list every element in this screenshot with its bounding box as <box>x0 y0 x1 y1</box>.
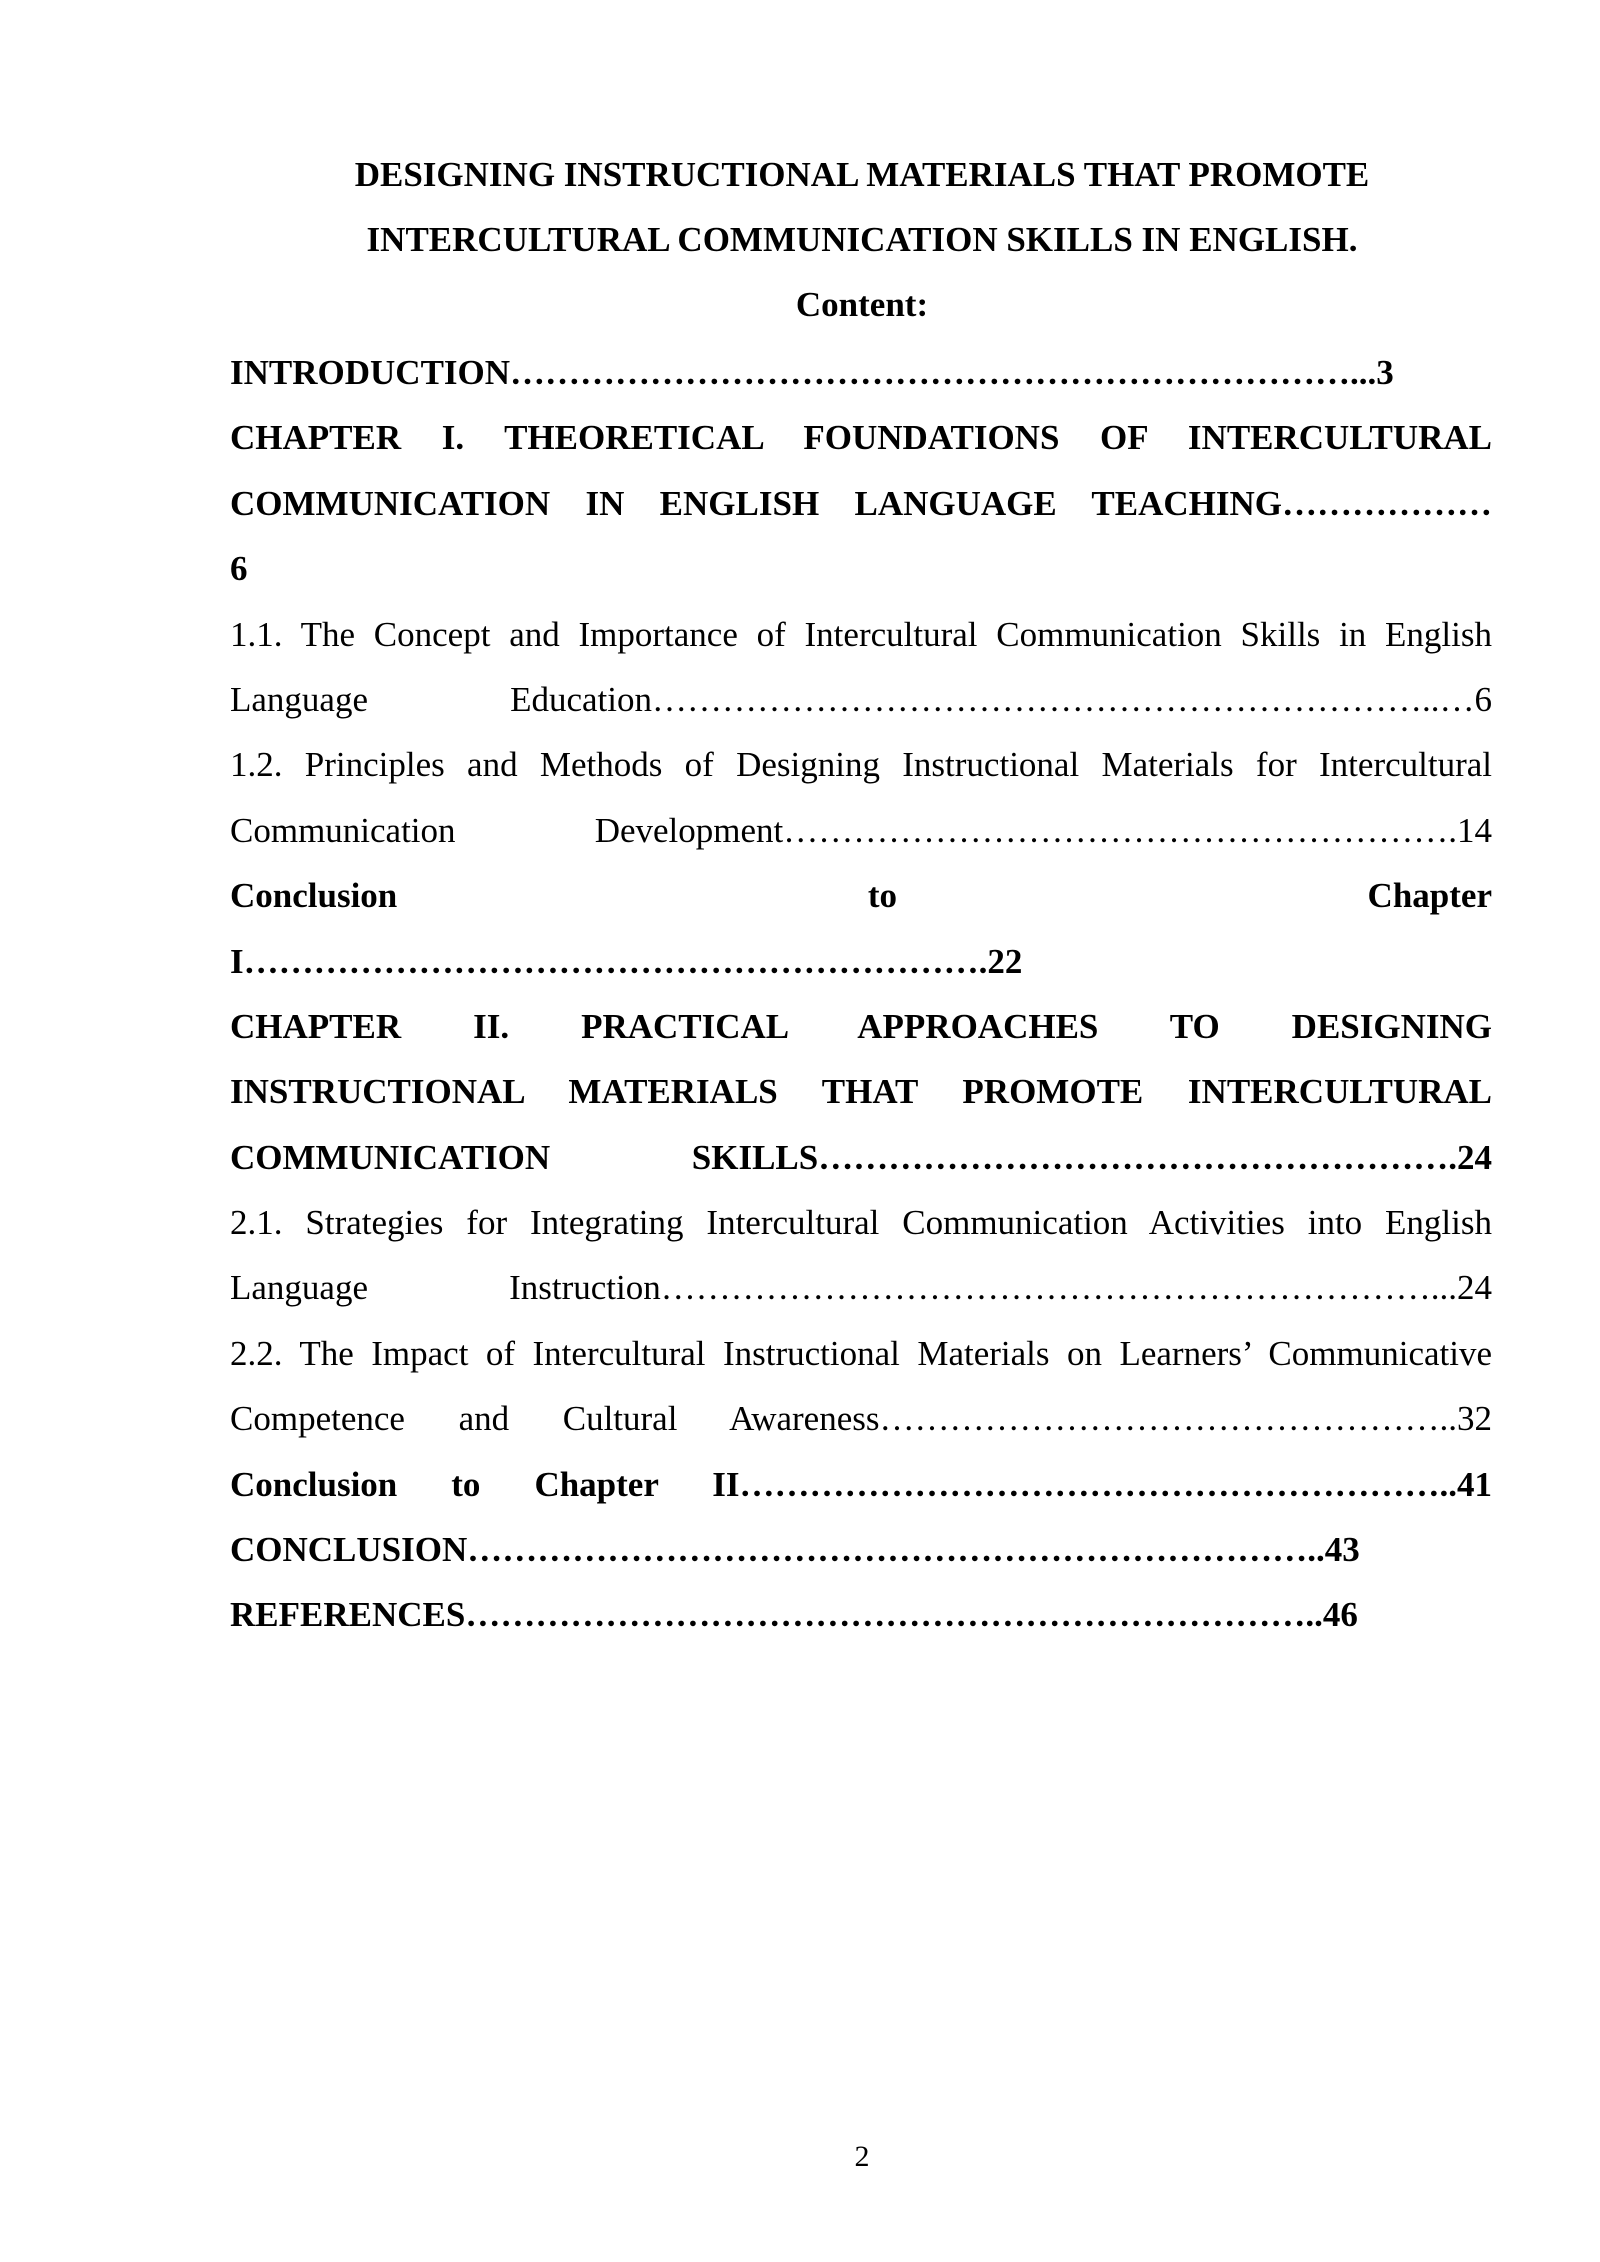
toc-chapter-1-line-2: COMMUNICATION IN ENGLISH LANGUAGE TEACHING……………… <box>230 483 1492 523</box>
table-of-contents <box>230 340 1492 1648</box>
toc-section-2-2-line-1: 2.2. The Impact of Intercultural Instructional Materials on Learners’ Communicative <box>230 1333 1492 1373</box>
toc-conclusion-chapter-1-line-2: I……………………………………………………….22 <box>230 941 1023 981</box>
toc-section-2-2-line-2: Competence and Cultural Awareness…………………………………………..32 <box>230 1399 1492 1439</box>
toc-chapter-2-line-2: INSTRUCTIONAL MATERIALS THAT PROMOTE INTERCULTURAL <box>230 1072 1492 1112</box>
toc-chapter-1-line-1: CHAPTER I. THEORETICAL FOUNDATIONS OF INTERCULTURAL <box>230 418 1492 458</box>
toc-section-1-2-line-2: Communication Development………………………………………………….14 <box>230 810 1492 850</box>
toc-section-1-1-line-2: Language Education…………………………………………………………..…6 <box>230 679 1492 719</box>
toc-section-2-1-line-2: Language Instruction…………………………………………………………...24 <box>230 1268 1492 1308</box>
document-title-line-2: INTERCULTURAL COMMUNICATION SKILLS IN ENGLISH. <box>366 220 1358 259</box>
toc-conclusion: CONCLUSION………………………………………………………………..43 <box>230 1530 1360 1570</box>
toc-chapter-1-page: 6 <box>230 549 248 589</box>
toc-introduction: INTRODUCTION………………………………………………………………...3 <box>230 353 1394 392</box>
toc-references: REFERENCES………………………………………………………………..46 <box>230 1595 1358 1635</box>
toc-conclusion-chapter-2: Conclusion to Chapter II……………………………………………………..41 <box>230 1464 1492 1504</box>
toc-chapter-2-line-3: COMMUNICATION SKILLS……………………………………………….24 <box>230 1137 1492 1177</box>
page-number: 2 <box>854 2140 870 2173</box>
toc-chapter-2-line-1: CHAPTER II. PRACTICAL APPROACHES TO DESIGNING <box>230 1006 1492 1046</box>
toc-conclusion-chapter-1-line-1: Conclusion to Chapter <box>230 876 1492 916</box>
toc-section-2-1-line-1: 2.1. Strategies for Integrating Intercultural Communication Activities into English <box>230 1203 1492 1243</box>
toc-section-1-1-line-1: 1.1. The Concept and Importance of Intercultural Communication Skills in English <box>230 614 1492 654</box>
content-heading: Content: <box>795 285 929 324</box>
toc-section-1-2-line-1: 1.2. Principles and Methods of Designing Instructional Materials for Intercultural <box>230 745 1492 785</box>
document-title-line-1: DESIGNING INSTRUCTIONAL MATERIALS THAT PROMOTE <box>354 155 1370 194</box>
